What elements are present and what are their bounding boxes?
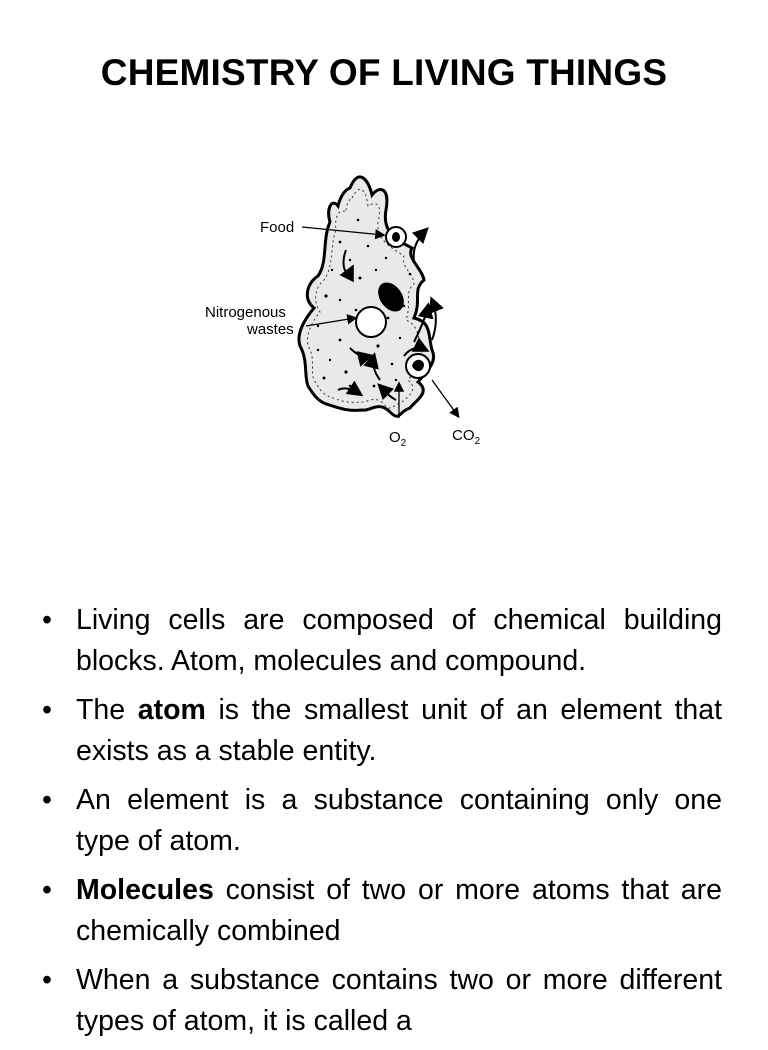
- food-vacuole-top: [386, 227, 406, 247]
- bullet-item: [42, 690, 722, 772]
- contractile-vacuole: [356, 307, 386, 337]
- food-vacuole-bottom: [406, 354, 430, 378]
- bullet-marker: •: [42, 694, 52, 726]
- co2-arrow: [432, 380, 458, 416]
- bullet-text: An element is a substance containing only one type of atom.: [76, 784, 722, 857]
- bullet-item: [42, 780, 722, 862]
- label-wastes: wastes: [247, 321, 294, 338]
- label-nitrogenous: Nitrogenous: [205, 304, 286, 321]
- label-o2-sub: 2: [400, 438, 407, 449]
- amoeba-cell-membrane: [299, 177, 434, 416]
- bullet-text: Living cells are composed of chemical building blocks. Atom, molecules and compound.: [76, 604, 722, 677]
- bullet-marker: •: [42, 604, 52, 636]
- label-o2: [389, 429, 407, 449]
- bullet-item: [42, 600, 722, 682]
- amoeba-illustration: [200, 150, 500, 455]
- bullet-bold-term: atom: [137, 694, 206, 726]
- label-co2: [452, 427, 481, 447]
- amoeba-diagram: [200, 150, 500, 455]
- label-co2-main: CO: [452, 427, 475, 444]
- bullet-marker: •: [42, 784, 52, 816]
- bullet-text: When a substance contains two or more different types of atom, it is called a: [76, 964, 722, 1037]
- bullet-list: [42, 600, 722, 1050]
- bullet-text-post: consist of two or more atoms that are chemically combined: [76, 874, 722, 947]
- label-food: Food: [260, 219, 295, 236]
- slide-title: CHEMISTRY OF LIVING THINGS: [100, 52, 668, 93]
- bullet-item: [42, 870, 722, 952]
- label-co2-sub: 2: [474, 436, 481, 447]
- bullet-item: [42, 960, 722, 1042]
- bullet-marker: •: [42, 874, 52, 906]
- bullet-bold-term: Molecules: [76, 874, 214, 906]
- bullet-text-post: is the smallest unit of an element that exists as a stable entity.: [76, 694, 722, 767]
- label-o2-main: O: [389, 429, 401, 446]
- bullet-marker: •: [42, 964, 52, 996]
- bullet-text-pre: The: [76, 694, 138, 726]
